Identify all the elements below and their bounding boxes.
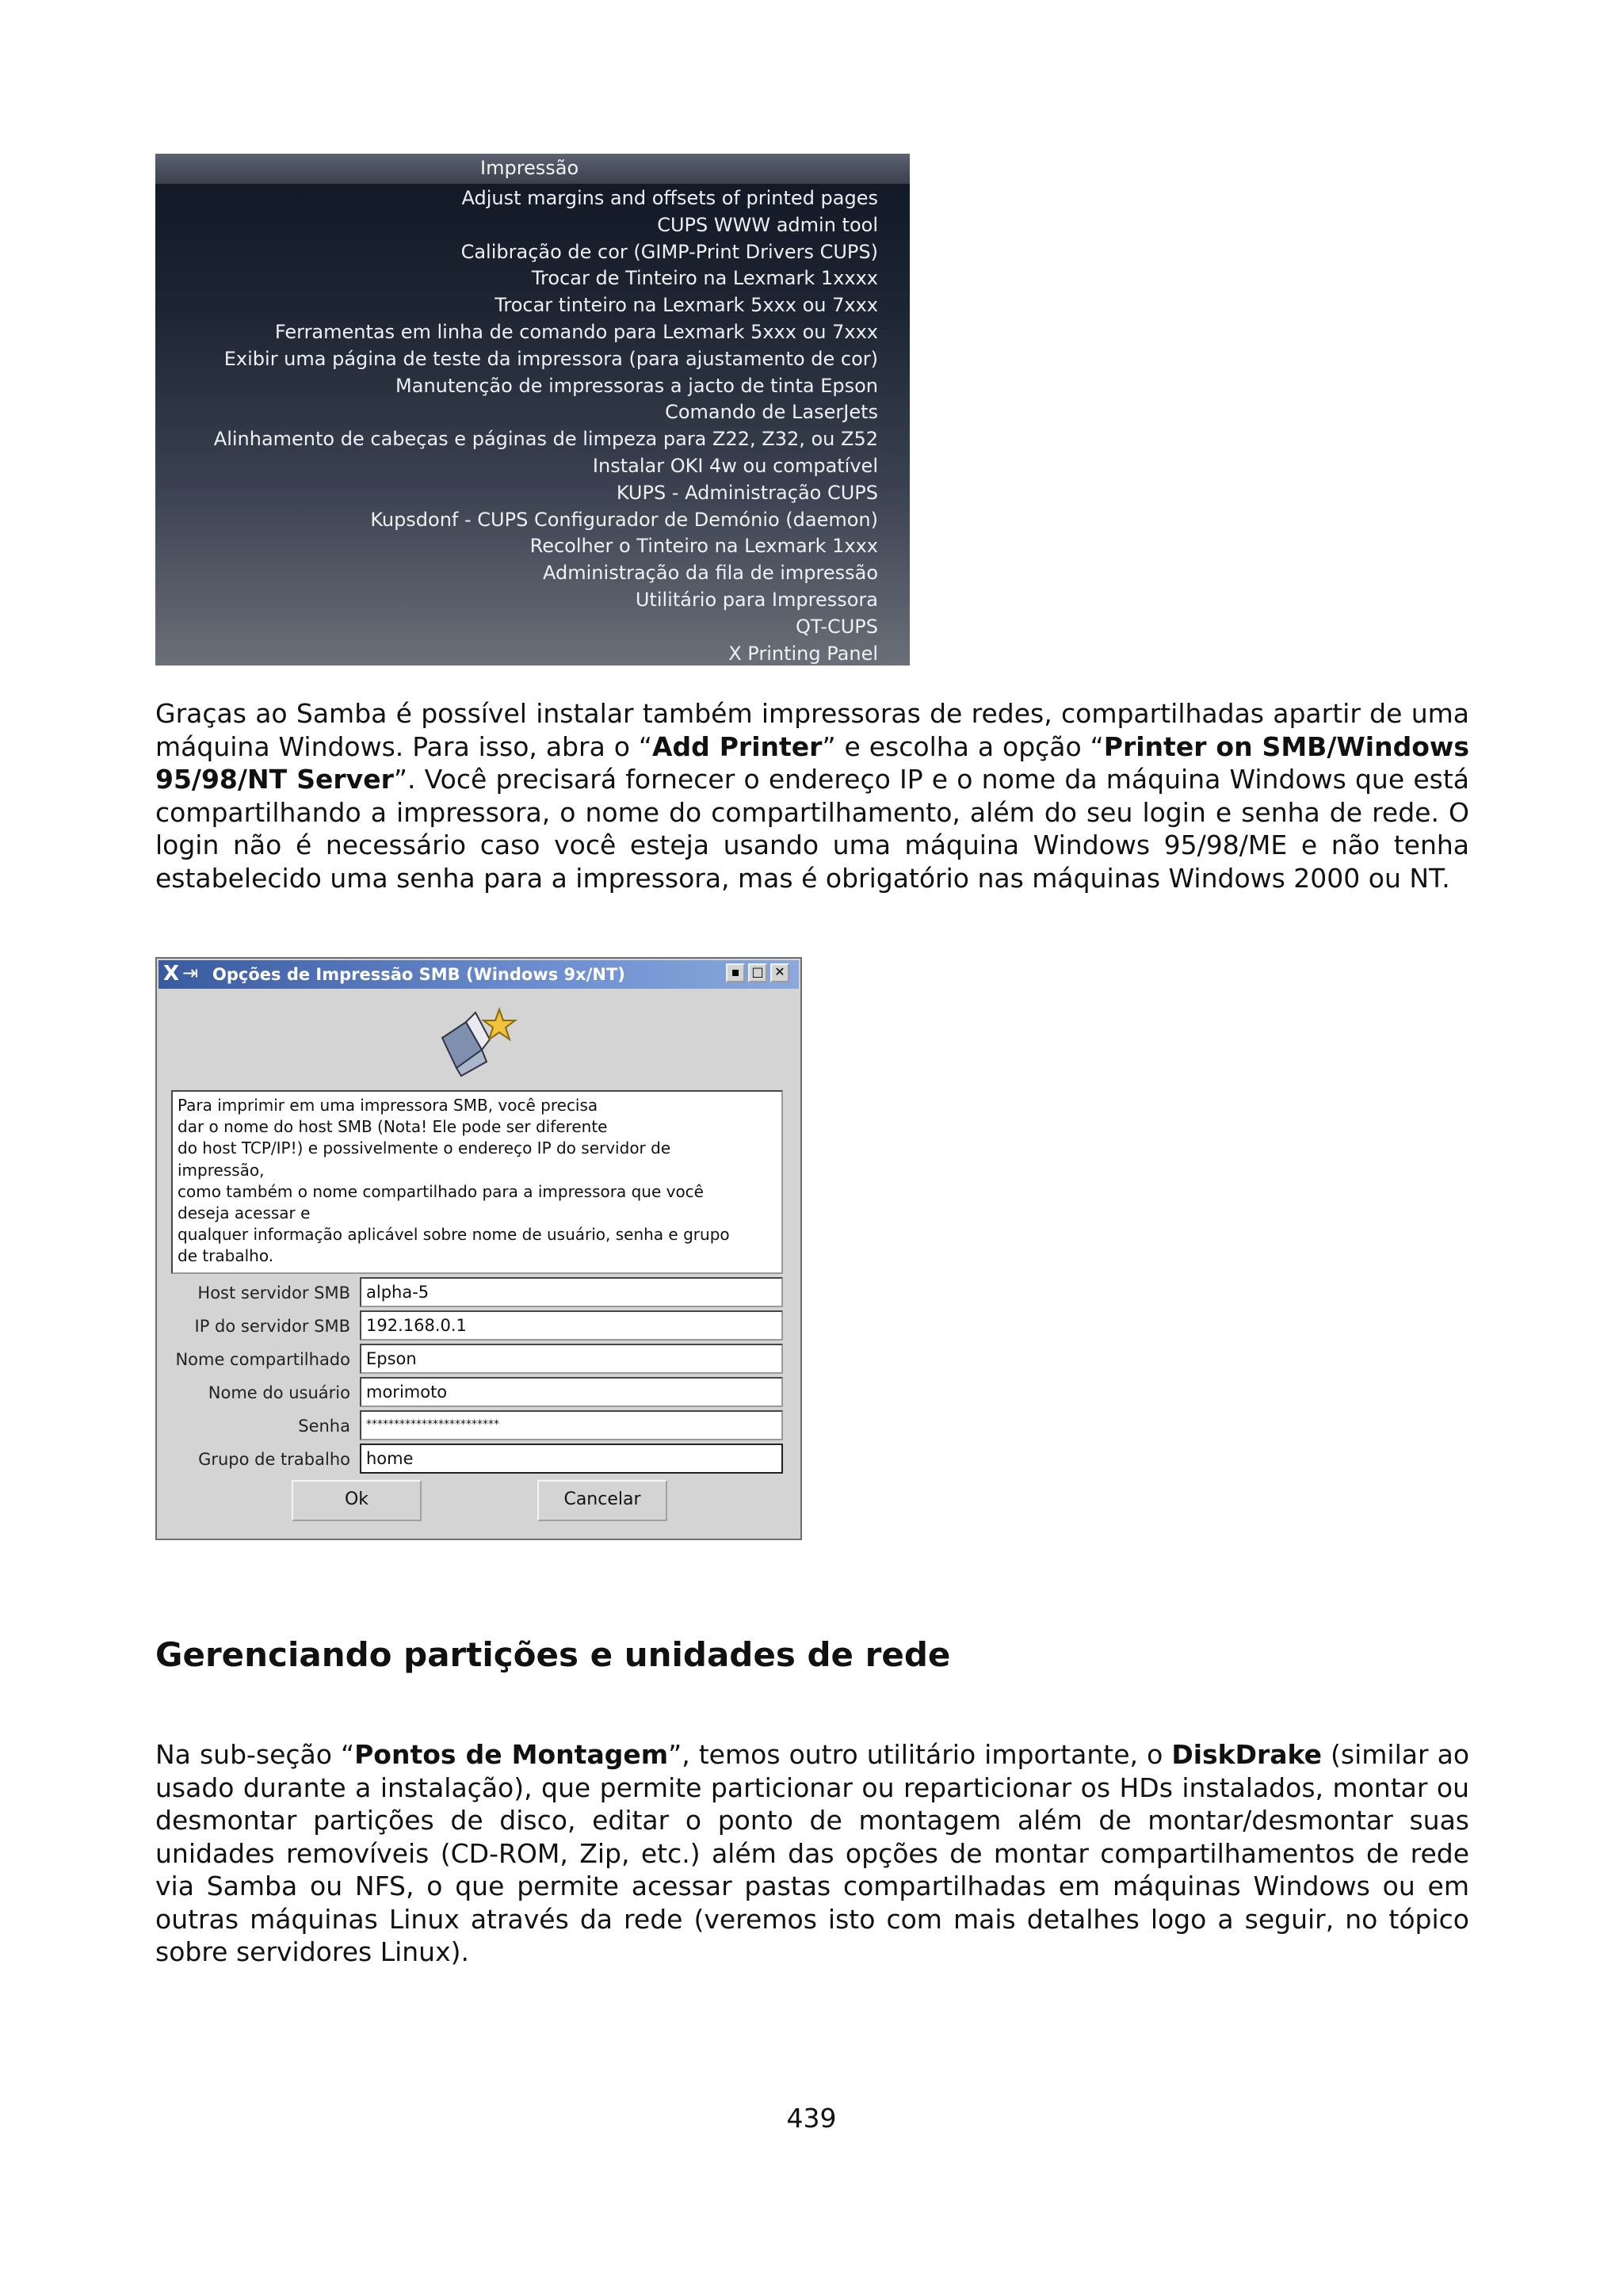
paragraph-bold-text: Printer on SMB/Windows 95/98/NT Server bbox=[155, 730, 1469, 795]
info-line: dar o nome do host SMB (Nota! Ele pode ser diferente bbox=[178, 1117, 608, 1137]
paragraph-bold-text: DiskDrake bbox=[1171, 1739, 1322, 1770]
smb-options-dialog bbox=[155, 957, 802, 1540]
info-line: impressão, bbox=[178, 1160, 265, 1180]
menu-item[interactable]: Administração da fila de impressão bbox=[543, 562, 878, 585]
smb-host-input[interactable]: alpha-5 bbox=[360, 1277, 783, 1307]
dialog-title: Opções de Impressão SMB (Windows 9x/NT) bbox=[212, 965, 625, 984]
info-line: Para imprimir em uma impressora SMB, você precisa bbox=[178, 1096, 598, 1115]
menu-title-bar bbox=[155, 154, 910, 184]
menu-item[interactable]: Trocar de Tinteiro na Lexmark 1xxxx bbox=[531, 267, 878, 290]
menu-item[interactable]: X Printing Panel bbox=[728, 642, 878, 665]
menu-title: Impressão bbox=[480, 157, 579, 179]
info-line: deseja acessar e bbox=[178, 1203, 311, 1223]
paragraph-bold-text: Pontos de Montagem bbox=[354, 1739, 669, 1770]
menu-item[interactable]: QT-CUPS bbox=[795, 615, 878, 638]
smb-host-row bbox=[171, 1277, 789, 1309]
menu-item[interactable]: CUPS WWW admin tool bbox=[657, 213, 878, 236]
paragraph-diskdrake bbox=[155, 1738, 1469, 1969]
smb-host-label: Host servidor SMB bbox=[197, 1283, 350, 1302]
info-line: qualquer informação aplicável sobre nome de usuário, senha e grupo bbox=[178, 1225, 730, 1245]
page-number: 439 bbox=[786, 2103, 837, 2134]
x-window-icon: X bbox=[163, 962, 180, 986]
workgroup-input[interactable]: home bbox=[360, 1444, 783, 1474]
paragraph-samba-printers bbox=[155, 697, 1469, 894]
paragraph-text: Graças ao Samba é possível instalar também impressoras de redes, compartilhadas apartir de uma máquina Windows. Para isso, abra o “ bbox=[155, 698, 1469, 762]
share-name-row bbox=[171, 1344, 789, 1375]
menu-item[interactable]: Instalar OKI 4w ou compatível bbox=[592, 454, 878, 477]
smb-ip-input[interactable]: 192.168.0.1 bbox=[360, 1310, 783, 1341]
smb-ip-row bbox=[171, 1310, 789, 1342]
menu-item[interactable]: Exibir uma página de teste da impressora (para ajustamento de cor) bbox=[223, 347, 878, 370]
share-name-input[interactable]: Epson bbox=[360, 1344, 783, 1374]
menu-item[interactable]: Adjust margins and offsets of printed pages bbox=[461, 187, 878, 209]
maximize-icon[interactable]: □ bbox=[748, 963, 767, 982]
paragraph-text: ” e escolha a opção “ bbox=[822, 730, 1104, 762]
dialog-title-bar bbox=[158, 960, 799, 989]
paragraph-bold-text: Add Printer bbox=[652, 730, 823, 762]
username-input[interactable]: morimoto bbox=[360, 1377, 783, 1407]
paragraph-text: Na sub-seção “ bbox=[155, 1739, 355, 1770]
info-line: como também o nome compartilhado para a impressora que você bbox=[178, 1181, 704, 1201]
info-line: do host TCP/IP!) e possivelmente o endereço IP do servidor de bbox=[178, 1138, 671, 1158]
share-name-label: Nome compartilhado bbox=[175, 1350, 350, 1369]
workgroup-label: Grupo de trabalho bbox=[198, 1450, 350, 1469]
menu-item[interactable]: Alinhamento de cabeças e páginas de limpeza para Z22, Z32, ou Z52 bbox=[213, 428, 878, 451]
smb-ip-label: IP do servidor SMB bbox=[194, 1317, 350, 1336]
arrow-icon: ⇥ bbox=[182, 962, 199, 984]
menu-item[interactable]: Utilitário para Impressora bbox=[635, 588, 878, 611]
password-input[interactable]: ************************ bbox=[360, 1410, 783, 1440]
menu-item[interactable]: Comando de LaserJets bbox=[665, 401, 878, 424]
password-label: Senha bbox=[298, 1417, 350, 1436]
menu-item[interactable]: Recolher o Tinteiro na Lexmark 1xxx bbox=[529, 535, 878, 558]
username-row bbox=[171, 1377, 789, 1409]
dialog-info-text bbox=[171, 1090, 783, 1274]
menu-item[interactable]: Manutenção de impressoras a jacto de tinta Epson bbox=[395, 374, 878, 397]
username-label: Nome do usuário bbox=[208, 1383, 350, 1402]
close-icon[interactable]: ✕ bbox=[770, 963, 789, 982]
printer-star-icon bbox=[434, 1006, 521, 1077]
cancel-button[interactable]: Cancelar bbox=[537, 1480, 667, 1521]
info-line: de trabalho. bbox=[178, 1246, 274, 1266]
menu-item[interactable]: KUPS - Administração CUPS bbox=[616, 481, 878, 504]
menu-item-list bbox=[214, 185, 878, 666]
paragraph-text: ”. Você precisará fornecer o endereço IP e o nome da máquina Windows que está compartilhando a impressora, o nome do compartilhamento, além do seu login e senha de rede. O login não é necessário caso você esteja usando uma máquina Windows 95/98/ME e não tenha estabelecido uma senha para a impressora, mas é obrigatório nas máquinas Windows 2000 ou NT. bbox=[155, 764, 1469, 894]
paragraph-text: (similar ao usado durante a instalação), que permite particionar ou reparticionar os HDs instalados, montar ou desmontar partições de disco, editar o ponto de montagem além de montar/desmontar suas unidades removíveis (CD-ROM, Zip, etc.) além das opções de montar compartilhamentos de rede via Samba ou NFS, o que permite acessar pastas compartilhadas em máquinas Windows ou em outras máquinas Linux através da rede (veremos isto com mais detalhes logo a seguir, no tópico sobre servidores Linux). bbox=[155, 1739, 1470, 1967]
printing-menu-screenshot bbox=[155, 154, 910, 666]
menu-item[interactable]: Calibração de cor (GIMP-Print Drivers CUPS) bbox=[460, 240, 878, 263]
menu-item[interactable]: Trocar tinteiro na Lexmark 5xxx ou 7xxx bbox=[495, 294, 878, 317]
menu-item[interactable]: Ferramentas em linha de comando para Lexmark 5xxx ou 7xxx bbox=[274, 320, 878, 343]
ok-button[interactable]: Ok bbox=[292, 1480, 422, 1521]
minimize-icon[interactable]: ▪ bbox=[726, 963, 745, 982]
paragraph-text: ”, temos outro utilitário importante, o bbox=[668, 1739, 1172, 1770]
password-row bbox=[171, 1410, 789, 1442]
section-heading: Gerenciando partições e unidades de rede bbox=[155, 1635, 951, 1674]
workgroup-row bbox=[171, 1444, 789, 1475]
menu-item[interactable]: Kupsdonf - CUPS Configurador de Demónio (daemon) bbox=[370, 508, 878, 531]
